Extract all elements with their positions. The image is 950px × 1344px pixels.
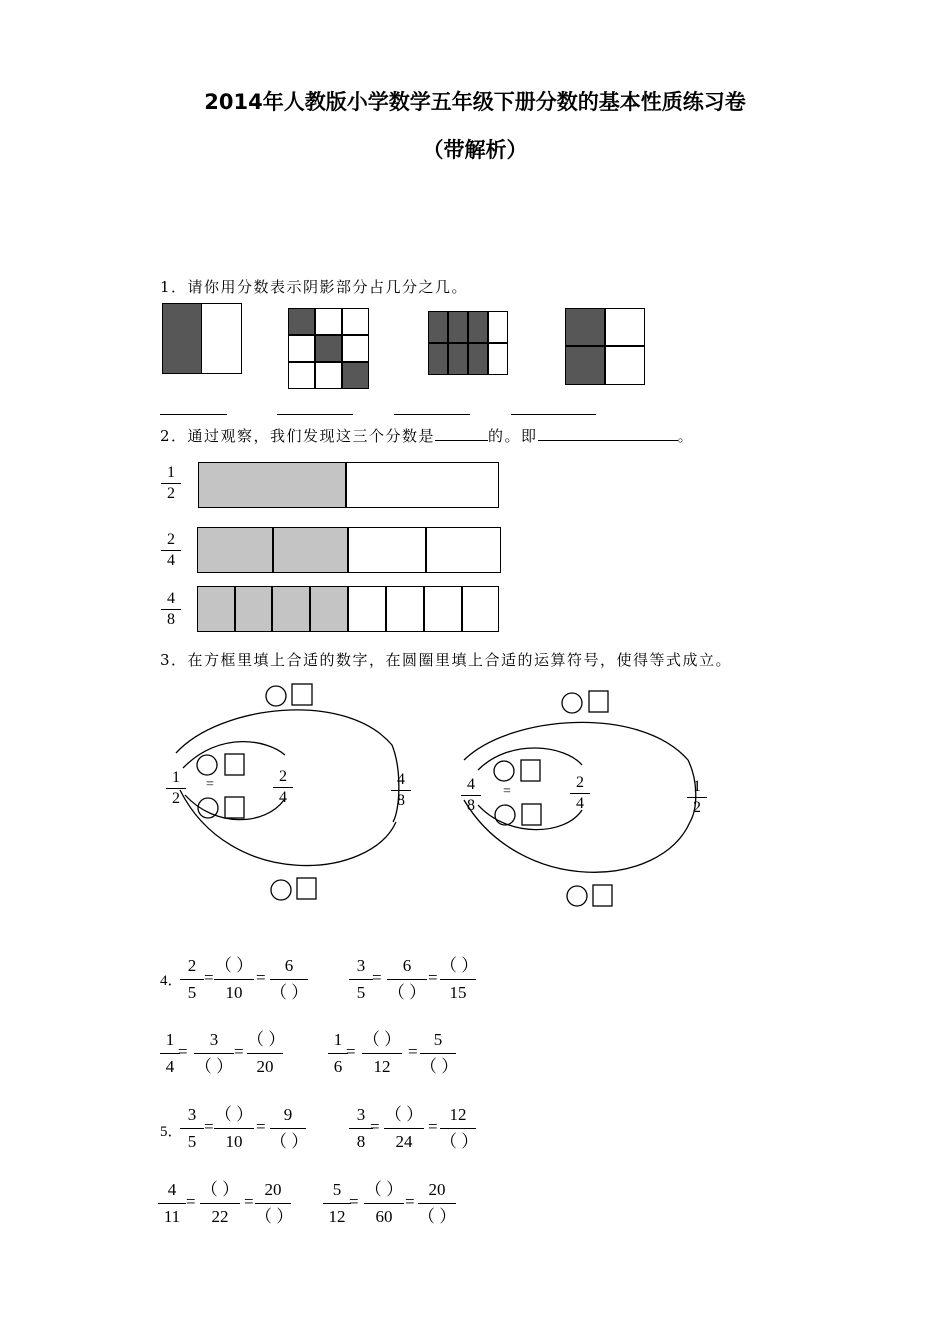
number-box[interactable] [521, 760, 540, 781]
numerator: 3 [356, 956, 366, 975]
denominator[interactable]: （ ） [387, 983, 427, 1002]
equation-fraction [362, 1029, 402, 1078]
denominator: 24 [395, 1132, 413, 1151]
diagram-right-fraction-middle [567, 774, 593, 813]
numerator[interactable]: （ ） [384, 1105, 424, 1124]
equation-fraction [194, 1029, 234, 1078]
numerator[interactable]: （ ） [214, 1105, 254, 1124]
question-2-text-before: 2．通过观察，我们发现这三个分数是 [160, 427, 436, 445]
equals-sign: = [186, 1192, 196, 1211]
diagram-left-fraction-left [163, 769, 189, 808]
equation-fraction [420, 1029, 459, 1078]
question-2-text-end: 。 [677, 427, 695, 445]
denominator[interactable]: （ ） [418, 1207, 457, 1226]
numerator: 1 [333, 1030, 343, 1049]
equation-fraction [364, 1179, 404, 1228]
numerator: 12 [449, 1105, 467, 1124]
denominator: 12 [373, 1057, 391, 1076]
numerator[interactable]: （ ） [247, 1030, 286, 1049]
denominator: 11 [163, 1207, 181, 1226]
equals-sign: = [234, 1042, 244, 1061]
question-1-text: 1．请你用分数表示阴影部分占几分之几。 [160, 278, 469, 296]
denominator: 5 [187, 983, 197, 1002]
equation-fraction [323, 1179, 351, 1228]
denominator[interactable]: （ ） [420, 1057, 459, 1076]
equation-fraction [214, 955, 254, 1004]
equation-fraction [328, 1029, 348, 1078]
page-title: 2014年人教版小学数学五年级下册分数的基本性质练习卷 [204, 90, 746, 114]
operator-circle[interactable] [494, 761, 514, 781]
equals-sign: = [346, 1042, 356, 1061]
equals-sign: = [408, 1042, 418, 1061]
numerator: 4 [397, 771, 405, 788]
numerator: 1 [165, 1030, 175, 1049]
equation-fraction [384, 1104, 424, 1153]
question-2-text-middle: 的。即 [488, 427, 538, 445]
diagram-left-fraction-right [388, 771, 414, 810]
denominator: 2 [693, 799, 701, 816]
numerator: 4 [167, 590, 175, 607]
question-4-label: 4． [160, 973, 183, 989]
operator-circle[interactable] [567, 886, 587, 906]
numerator[interactable]: （ ） [200, 1180, 240, 1199]
denominator[interactable]: （ ） [270, 983, 309, 1002]
operator-circle[interactable] [562, 693, 582, 713]
denominator[interactable]: （ ） [255, 1207, 294, 1226]
denominator: 20 [256, 1057, 274, 1076]
numerator: 1 [693, 778, 701, 795]
number-box[interactable] [225, 754, 244, 775]
numerator: 2 [167, 531, 175, 548]
numerator: 5 [433, 1030, 443, 1049]
operator-circle[interactable] [197, 755, 217, 775]
equation-fraction [158, 1179, 186, 1228]
equation-fraction [440, 1104, 479, 1153]
equals-sign: = [244, 1192, 254, 1211]
number-box[interactable] [297, 878, 316, 899]
numerator: 1 [167, 464, 175, 481]
denominator: 5 [187, 1132, 197, 1151]
equation-fraction [349, 955, 373, 1004]
denominator: 8 [167, 611, 175, 628]
page-subtitle: （带解析） [422, 138, 528, 162]
equation-fraction [247, 1029, 286, 1078]
denominator: 4 [576, 795, 584, 812]
numerator: 3 [187, 1105, 197, 1124]
equals-sign: = [206, 777, 214, 792]
denominator: 4 [165, 1057, 175, 1076]
numerator[interactable]: （ ） [364, 1180, 404, 1199]
question-3-text: 3．在方框里填上合适的数字，在圆圈里填上合适的运算符号，使得等式成立。 [160, 651, 733, 669]
diagram-right-fraction-right [684, 778, 710, 817]
equals-sign: = [428, 968, 438, 987]
numerator: 2 [187, 956, 197, 975]
operator-circle[interactable] [495, 805, 515, 825]
equals-sign: = [405, 1192, 415, 1211]
numerator: 9 [283, 1105, 293, 1124]
numerator[interactable]: （ ） [214, 956, 254, 975]
equals-sign: = [349, 1192, 359, 1211]
numerator: 1 [172, 769, 180, 786]
equation-fraction [418, 1179, 456, 1228]
numerator: 6 [402, 956, 412, 975]
denominator: 12 [328, 1207, 346, 1226]
numerator: 20 [428, 1180, 446, 1199]
denominator: 2 [172, 790, 180, 807]
numerator: 3 [356, 1105, 366, 1124]
number-box[interactable] [292, 684, 312, 705]
denominator: 8 [356, 1132, 366, 1151]
denominator[interactable]: （ ） [270, 1132, 309, 1151]
denominator: 60 [375, 1207, 393, 1226]
denominator: 10 [225, 1132, 243, 1151]
equation-fraction [160, 1029, 180, 1078]
numerator: 6 [284, 956, 294, 975]
denominator: 4 [167, 552, 175, 569]
numerator: 3 [209, 1030, 219, 1049]
equation-fraction [440, 955, 479, 1004]
denominator: 8 [467, 797, 475, 814]
equals-sign: = [370, 1117, 380, 1136]
numerator: 5 [332, 1180, 342, 1199]
number-box[interactable] [522, 804, 541, 825]
denominator: 10 [225, 983, 243, 1002]
numerator: 20 [264, 1180, 282, 1199]
equation-fraction [270, 1104, 309, 1153]
diagram-right-fraction-left [458, 776, 484, 815]
number-box[interactable] [593, 885, 612, 906]
numerator: 2 [279, 768, 287, 785]
denominator: 2 [167, 485, 175, 502]
equals-sign: = [204, 968, 214, 987]
numerator[interactable]: （ ） [362, 1030, 402, 1049]
denominator: 8 [397, 792, 405, 809]
numerator: 2 [576, 774, 584, 791]
number-box[interactable] [589, 691, 608, 712]
equation-fraction [180, 1104, 204, 1153]
equals-sign: = [428, 1117, 438, 1136]
equals-sign: = [372, 968, 382, 987]
equals-sign: = [204, 1117, 214, 1136]
numerator: 4 [467, 776, 475, 793]
equation-fraction [270, 955, 308, 1004]
denominator: 15 [449, 983, 467, 1002]
equals-sign: = [256, 968, 266, 987]
operator-circle[interactable] [271, 880, 291, 900]
numerator[interactable]: （ ） [440, 956, 479, 975]
denominator: 4 [279, 789, 287, 806]
equation-fraction [214, 1104, 254, 1153]
denominator: 5 [356, 983, 366, 1002]
numerator: 4 [167, 1180, 177, 1199]
denominator[interactable]: （ ） [440, 1132, 479, 1151]
equation-fraction [255, 1179, 294, 1228]
equals-sign: = [178, 1042, 188, 1061]
denominator: 22 [211, 1207, 229, 1226]
equation-fraction [387, 955, 427, 1004]
denominator[interactable]: （ ） [194, 1057, 234, 1076]
diagram-left-fraction-middle [270, 768, 296, 807]
denominator: 6 [333, 1057, 343, 1076]
operator-circle[interactable] [266, 686, 286, 706]
equation-fraction [180, 955, 204, 1004]
equals-sign: = [503, 784, 511, 799]
equation-fraction [200, 1179, 240, 1228]
question-5-label: 5． [160, 1124, 183, 1140]
equals-sign: = [256, 1117, 266, 1136]
number-box[interactable] [225, 797, 244, 818]
